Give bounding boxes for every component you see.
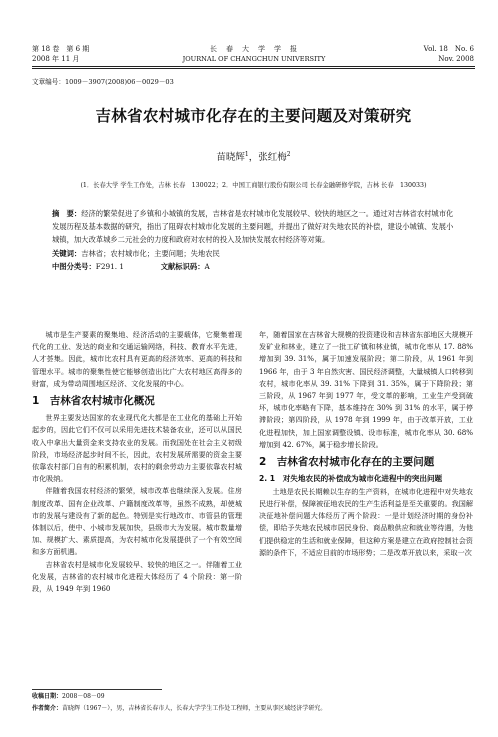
author-bio-text: 苗晓辉（1967－），男，吉林省长春市人，长春大学学生工作处工程师，主要从事区域经济学研究。 <box>62 705 327 712</box>
author-bio <box>32 703 326 715</box>
header-center <box>150 44 358 64</box>
author-affiliation: (1．长春大学 学生工作处，吉林 长春 130022；2．中国工商银行股份有限公司 长春金融研修学院，吉林 长春 130033) <box>80 182 427 189</box>
footnote-rule <box>32 689 162 690</box>
author-names: 苗晓辉$^1$，张红梅$^2$ <box>216 150 291 163</box>
abstract-label: 摘 要： <box>52 209 82 218</box>
header-right <box>424 44 474 64</box>
right-paragraph-1: 年，随着国家在吉林省大规模的投资建设和吉林省东部地区大规模开发矿业和林业，建立了一批工矿镇和林业镇，城市化率从 17. 88% 增加到 39. 31%，属于加速发展阶段；第二阶段，从 1961 年到 1966 年，由于 3 年自然灾害、国民经济调整，大量城镇人口转移到农村，城市化率从 39. 31% 下降到 31. 35%，属于下降阶段；第三阶段，从 1967 年到 1977 年，受文革的影响，工业生产受到破坏，城市化率略有下降，基本维持在 30% 到 31% 的水平，属于停滞阶段；第四阶段，从 1978 年到 1999 年，由于改革开放，工业化进程加快，加上国家调整设镇、设市标准，城市化率从 30. 68% 增加到 42. 67%，属于稳步增长阶段。 <box>259 330 473 449</box>
issue-date-en: Nov. 2008 <box>438 55 474 63</box>
abstract <box>52 207 457 247</box>
footnotes <box>32 691 326 715</box>
doc-code-value: A <box>204 261 210 271</box>
classification-line <box>52 260 457 273</box>
paper-title: 吉林省农村城市化存在的主要问题及对策研究 <box>95 107 412 125</box>
journal-name-cn: 长 春 大 学 学 报 <box>210 45 298 53</box>
author-bio-label: 作者简介： <box>32 705 63 712</box>
subsection-2-1-heading: 2. 1 对失地农民的补偿成为城市化进程中的突出问题 <box>259 474 443 484</box>
section-1-paragraph-1: 世界主要发达国家的农业现代化大都是在工业化的基础上开始起步的，因此它们不仅可以采用先进技术装备农业，还可以从国民收入中拿出大量资金来支持农业的发展。而我国处在社会主义初级阶段，市场经济起步时间不长，因此，农村发展所需要的资金主要依靠农村部门自有的积累机制，农村的剩余劳动力主要依靠农村城市化吸纳。 <box>32 413 242 484</box>
section-1-paragraph-2: 伴随着我国农村经济的繁荣，城市改革也继续深入发展。住房制度改革、国有企业改革、户籍制度改革等，虽然不成熟，却使城市的发展与建设有了新的起色。特别是实行地改市、市管县的管理体制以后，使中、小城市发展加快，县级市大为发展。城市数量增加、规模扩大、素质提高，为农村城市化发展提供了一个有效空间和多方面机遇。 <box>32 486 242 557</box>
keywords-label: 关键词： <box>52 248 82 258</box>
volume-number-en: Vol. 18 No. 6 <box>423 45 474 53</box>
article-id: 文章编号：1009－3907(2008)06－0029－03 <box>32 78 174 86</box>
left-column <box>32 329 242 595</box>
volume-issue: 第 18 卷 第 6 期 <box>32 45 90 53</box>
header-left <box>32 44 89 64</box>
section-1-heading: 1 吉林省农村城市化概况 <box>32 395 155 408</box>
received-label: 收稿日期： <box>32 693 63 700</box>
intro-paragraph: 城市是生产要素的聚集地、经济活动的主要载体，它聚集着现代化的工业、发达的商业和交通运输网络，科技、教育水平先进，人才荟集。因此，城市比农村具有更高的经济效率、更高的科技和管理水平。城市的聚集性使它能够创造出比广大农村地区高得多的财富，成为带动周围地区经济、文化发展的中心。 <box>32 330 242 388</box>
paper-authors <box>32 149 475 163</box>
received-date <box>32 691 326 703</box>
journal-name-en: JOURNAL OF CHANGCHUN UNIVERSITY <box>182 55 326 63</box>
clc-value: F291. 1 <box>95 261 125 271</box>
header-rule-bottom <box>32 68 475 69</box>
issue-date: 2008 年 11 月 <box>32 55 80 63</box>
abstract-text: 经济的繁荣促进了乡镇和小城镇的发展，吉林省是农村城市化发展较早、较快的地区之一。通过对吉林省农村城市化发展历程及基本数据的研究，指出了阻碍农村城市化发展的主要问题，并提出了做好对失地农民的补偿，建设小城镇、发展小城镇，加大改革城乡二元社会的力度和政府对农村的投入及加快发展农村经济等对策。 <box>52 209 454 245</box>
abstract-block <box>52 207 457 273</box>
header-rule-top <box>32 66 475 67</box>
right-column <box>259 329 473 559</box>
keywords <box>52 247 457 260</box>
doc-code-label: 文献标识码： <box>160 261 205 271</box>
section-2-heading: 2 吉林省农村城市化存在的主要问题 <box>259 456 435 469</box>
received-value: 2008－08－09 <box>62 693 105 700</box>
subsection-2-1-paragraph: 土地是农民长期赖以生存的生产资料，在城市化进程中对失地农民进行补偿，保障被征地农民的生产生活利益是至关重要的。我国解决征地补偿问题大体经历了两个阶段：一是计划经济时期的身份补偿，即给予失地农民城市居民身份、商品粮供应和就业等待遇，为他们提供稳定的生活和就业保障，但这种方案是建立在政府控制社会资源的条件下，不适应目前的市场形势；二是改革开放以来，采取一次 <box>259 486 473 557</box>
section-1-paragraph-3: 吉林省农村是城市化发展较早、较快的地区之一。伴随着工业化发展，吉林省的农村城市化进程大体经历了 4 个阶段：第一阶段，从 1949 年到 1960 <box>32 559 242 594</box>
keywords-text: 吉林省；农村城市化；主要问题；失地农民 <box>81 248 220 258</box>
clc-label: 中图分类号： <box>52 261 96 271</box>
